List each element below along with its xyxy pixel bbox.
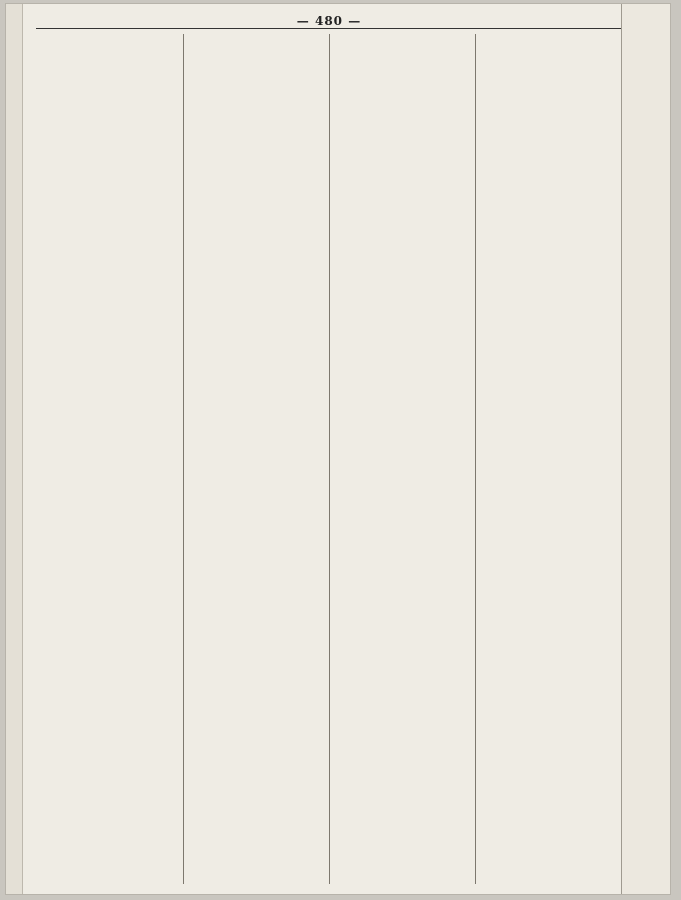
page-header xyxy=(36,10,622,29)
column-2 xyxy=(184,34,330,884)
newspaper-page xyxy=(6,4,670,894)
page-number: — 480 — xyxy=(296,14,362,28)
left-binding-margin xyxy=(6,4,23,894)
column-4 xyxy=(476,34,622,884)
text-columns xyxy=(36,34,622,884)
column-1 xyxy=(36,34,184,884)
column-3 xyxy=(330,34,476,884)
adjacent-page-strip xyxy=(621,4,670,894)
